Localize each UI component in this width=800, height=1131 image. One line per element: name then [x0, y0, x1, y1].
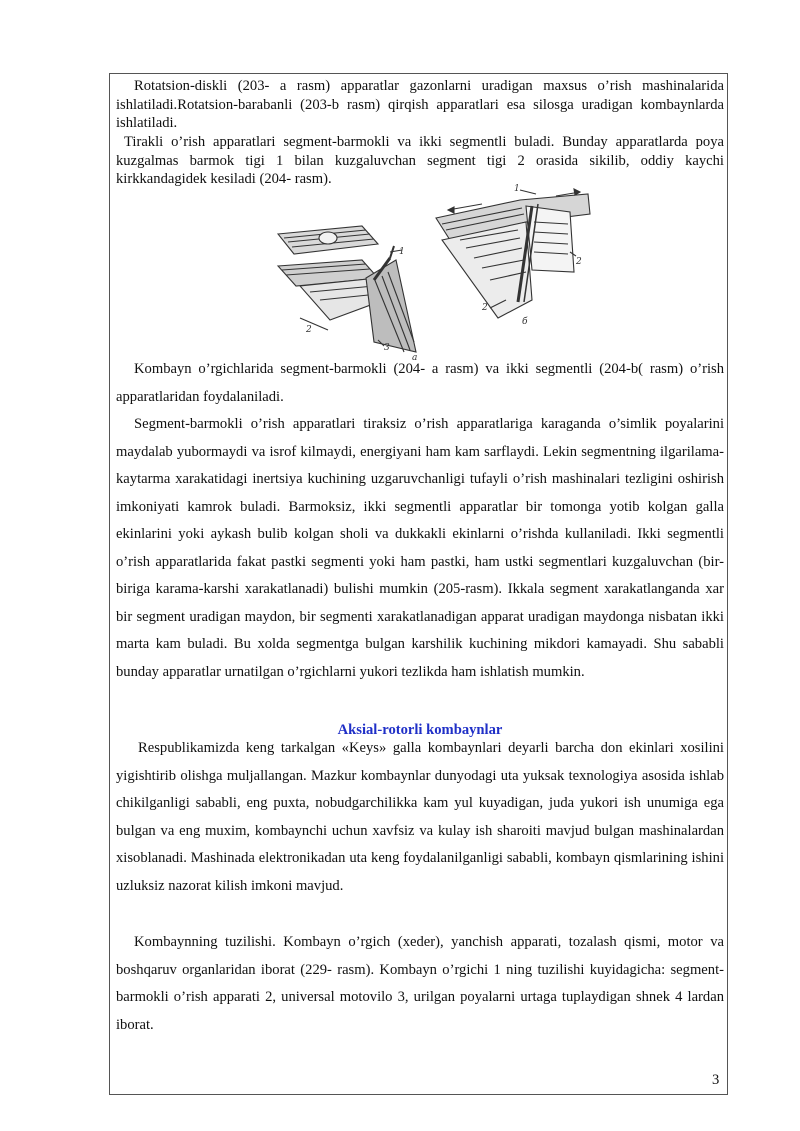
figure-label-3a: 3	[384, 343, 390, 353]
figure-caption-b: б	[522, 317, 528, 327]
figure-204a	[278, 226, 416, 352]
figure-caption-a: a	[412, 353, 418, 360]
figure-204b	[436, 189, 590, 318]
figure-label-1a: 1	[399, 247, 405, 257]
page-number: 3	[712, 1072, 720, 1088]
figure-label-1b: 1	[514, 184, 520, 194]
section-heading: Aksial-rotorli kombaynlar	[337, 722, 503, 738]
paragraph-kombayn-orgich: Kombayn o’rgichlarida segment-barmokli (204- a rasm) va ikki segmentli (204-b( rasm) o’rish apparatlaridan foydalaniladi.	[116, 361, 724, 405]
paragraph-keys: Respublikamizda keng tarkalgan «Keys» galla kombaynlari deyarli barcha don ekinlari xosilini yigishtirib olishga muljallangan. Mazkur kombaynlar dunyodagi uta yuksak texnologiya asosida ishlab chikilganligi sababli, eng puxta, nobudgarchilikka kam yul kuyadigan, juda yukori ish unumiga ega bulgan va eng muxim, kombaynchi uchun xavfsiz va kulay ish sharoiti mavjud bulgan mashinalardan xisoblanadi. Mashinada elektronikadan uta keng foydalanilganligi sababli, kombayn qismlarining ishini uzluksiz nazorat kilish imkoni mavjud.	[116, 740, 724, 894]
figure-label-2a: 2	[306, 325, 312, 335]
figure-label-3b: 2	[482, 303, 488, 313]
paragraph-tuzilishi: Kombaynning tuzilishi. Kombayn o’rgich (xeder), yanchish apparati, tozalash qismi, motor va boshqaruv organlaridan iborat (229- rasm). Kombayn o’rgichi 1 ning tuzilishi kuyidagicha: segment-barmokli o’rish apparati 2, universal motovilo 3, urilgan poyalarni urtaga tuplaydigan shnek 4 lardan iborat.	[116, 934, 724, 1033]
paragraph-segment-barmokli: Segment-barmokli o’rish apparatlari tiraksiz o’rish apparatlariga karaganda o’simlik poyalarini maydalab yubormaydi va isrof kilmaydi, energiyani ham kam sarflaydi. Lekin segmentning ilgarilama-kaytarma xarakatidagi inertsiya kuchining uzgaruvchanligi tufayli o’rish mashinalari tezligini oshirish imkoniyati kamrok buladi. Barmoksiz, ikki segmentli apparatlar bir tomonga yotib kolgan galla ekinlarini yoki aykash bulib kolgan sholi va dukkakli ekinlarni o’rishda kullaniladi. Ikki segmentli o’rish apparatlarida fakat pastki segmenti yoki ham pastki, ham ustki segmentlari kuzgaluvchan (bir-biriga karama-karshi xarakatlanadi) bulishi mumkin (205-rasm). Ikkala segment xarakatlanganda xar bir segment uradigan maydon, bir segmenti xarakatlanadigan apparat uradigan maydonga nisbatan ikki marta kam buladi. Bu xolda segmentga bulgan karshilik kuchining mikdori kamayadi. Shu sababli bunday apparatlar urnatilgan o’rgichlarni yukori tezlikda ham ishlatish mumkin.	[116, 416, 724, 680]
figure-204-cutting-apparatus	[270, 182, 600, 360]
paragraph-tirakli: Tirakli o’rish apparatlari segment-barmokli va ikki segmentli buladi. Bunday apparatlarda poya kuzgalmas barmok tigi 1 bilan kuzgaluvchan segment tigi 2 orasida sikilib, oddiy kaychi kirkkandagidek kesiladi (204- rasm).	[116, 134, 724, 188]
paragraph-rotatsion: Rotatsion-diskli (203- a rasm) apparatlar gazonlarni uradigan maxsus o’rish mashinalarida ishlatiladi.Rotatsion-barabanli (203-b rasm) qirqish apparatlari esa silosga uradigan kombaynlarda ishlatiladi.	[116, 78, 724, 132]
figure-label-2b: 2	[576, 257, 582, 267]
